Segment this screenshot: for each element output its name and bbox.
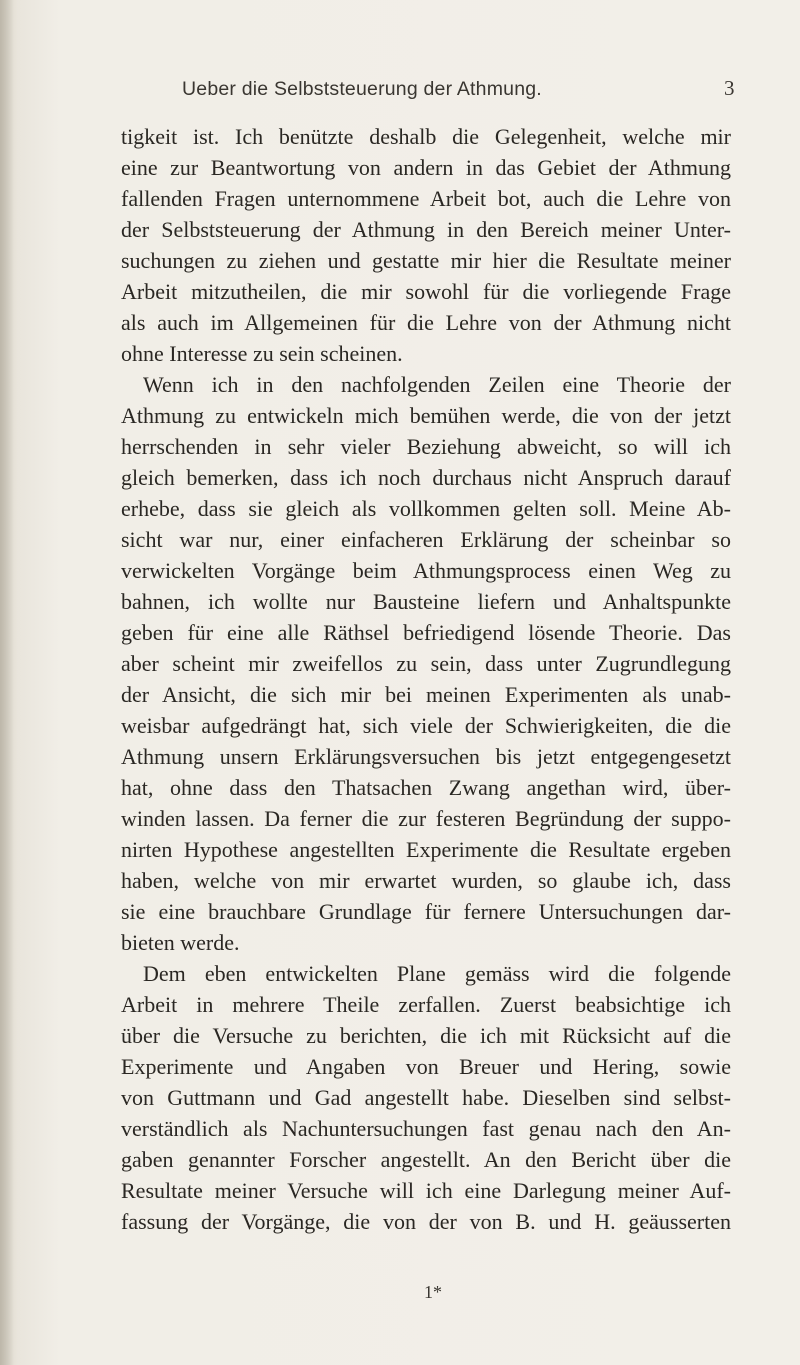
text-line: sicht war nur, einer einfacheren Erklärung der scheinbar so [121,527,731,552]
text-line: Experimente und Angaben von Breuer und Hering, sowie [121,1054,731,1079]
page-number: 3 [724,76,735,100]
binding-shadow [0,0,14,1365]
text-line: fassung der Vorgänge, die von der von B. und H. geäusserten [121,1209,731,1234]
running-head: Ueber die Selbststeuerung der Athmung. [182,78,542,100]
text-line: Wenn ich in den nachfolgenden Zeilen eine Theorie der [143,372,731,397]
text-line: Dem eben entwickelten Plane gemäss wird die folgende [143,961,731,986]
text-line: Athmung zu entwickeln mich bemühen werde, die von der jetzt [121,403,731,428]
text-line: nirten Hypothese angestellten Experimente die Resultate ergeben [121,837,731,862]
text-line: der Selbststeuerung der Athmung in den Bereich meiner Unter- [121,217,731,242]
text-line: weisbar aufgedrängt hat, sich viele der Schwierigkeiten, die die [121,713,731,738]
text-line: haben, welche von mir erwartet wurden, so glaube ich, dass [121,868,731,893]
text-line: bieten werde. [121,930,240,955]
text-line: gaben genannter Forscher angestellt. An den Bericht über die [121,1147,731,1172]
text-line: verständlich als Nachuntersuchungen fast genau nach den An- [121,1116,731,1141]
text-line: winden lassen. Da ferner die zur festeren Begründung der suppo- [121,806,731,831]
signature-mark: 1* [424,1282,442,1302]
text-line: sie eine brauchbare Grundlage für fernere Untersuchungen dar- [121,899,731,924]
text-line: eine zur Beantwortung von andern in das Gebiet der Athmung [121,155,731,180]
text-line: der Ansicht, die sich mir bei meinen Experimenten als unab- [121,682,731,707]
text-line: Arbeit in mehrere Theile zerfallen. Zuerst beabsichtige ich [121,992,731,1017]
text-line: Arbeit mitzutheilen, die mir sowohl für die vorliegende Frage [121,279,731,304]
text-line: bahnen, ich wollte nur Bausteine liefern und Anhaltspunkte [121,589,731,614]
body-text [121,121,731,1237]
text-line: gleich bemerken, dass ich noch durchaus nicht Anspruch darauf [121,465,731,490]
text-line: fallenden Fragen unternommene Arbeit bot, auch die Lehre von [121,186,731,211]
text-line: verwickelten Vorgänge beim Athmungsprocess einen Weg zu [121,558,731,583]
text-line: Athmung unsern Erklärungsversuchen bis jetzt entgegengesetzt [121,744,731,769]
text-line: aber scheint mir zweifellos zu sein, dass unter Zugrundlegung [121,651,731,676]
text-line: Resultate meiner Versuche will ich eine Darlegung meiner Auf- [121,1178,731,1203]
text-line: tigkeit ist. Ich benützte deshalb die Gelegenheit, welche mir [121,124,731,149]
text-line: hat, ohne dass den Thatsachen Zwang angethan wird, über- [121,775,731,800]
text-line: erhebe, dass sie gleich als vollkommen gelten soll. Meine Ab- [121,496,731,521]
text-line: ohne Interesse zu sein scheinen. [121,341,403,366]
text-line: suchungen zu ziehen und gestatte mir hier die Resultate meiner [121,248,731,273]
text-line: als auch im Allgemeinen für die Lehre von der Athmung nicht [121,310,731,335]
text-line: geben für eine alle Räthsel befriedigend lösende Theorie. Das [121,620,731,645]
text-line: herrschenden in sehr vieler Beziehung abweicht, so will ich [121,434,731,459]
text-line: von Guttmann und Gad angestellt habe. Dieselben sind selbst- [121,1085,731,1110]
text-line: über die Versuche zu berichten, die ich mit Rücksicht auf die [121,1023,731,1048]
